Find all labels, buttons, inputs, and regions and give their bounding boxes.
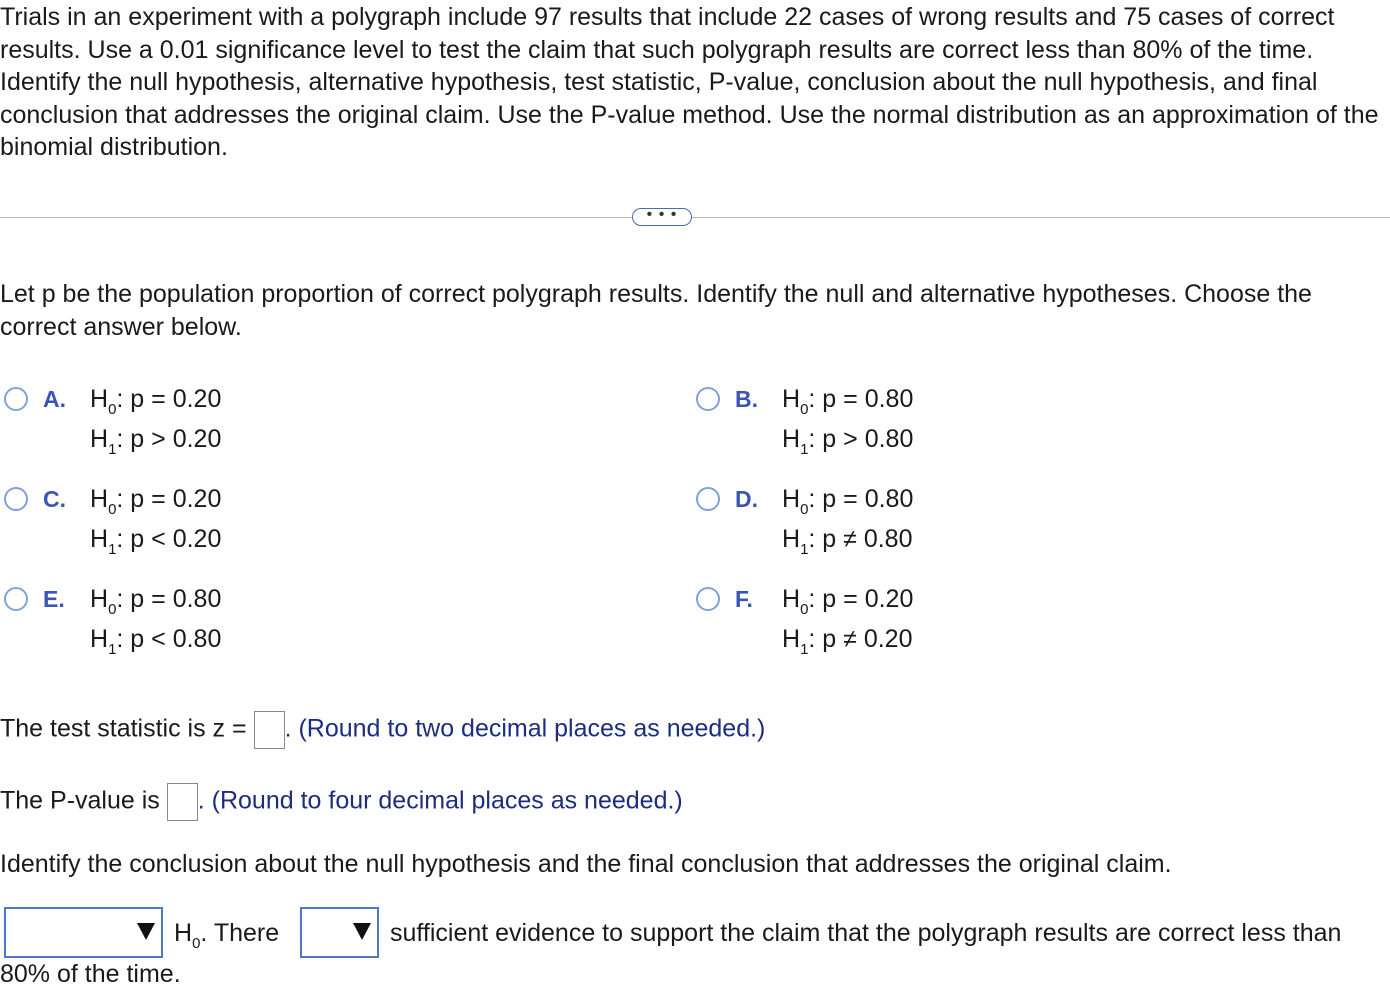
p-value-row: [0, 783, 683, 821]
radio-d[interactable]: [696, 487, 720, 511]
claim-text: sufficient evidence to support the claim that the polygraph results are correct less than: [390, 919, 1342, 947]
null-hypothesis: $H_0$: p = 0.20: [90, 385, 222, 418]
option-letter: B.: [735, 386, 758, 412]
option-letter: E.: [43, 586, 65, 612]
null-hypothesis: $H_0$: p = 0.20: [782, 585, 914, 618]
dropdown-arrow-icon: [353, 923, 371, 940]
hypothesis-prompt: Let p be the population proportion of correct polygraph results. Identify the null and alternative hypotheses. Choose the correct answer below.: [0, 280, 1312, 341]
p-value-label: The P-value is: [0, 786, 160, 815]
section-divider: [0, 217, 1390, 218]
option-e[interactable]: [4, 579, 334, 669]
test-statistic-note: . (Round to two decimal places as needed.): [284, 714, 766, 743]
alternative-hypothesis: $H_1$: p ≠ 0.20: [782, 625, 913, 658]
p-value-note: . (Round to four decimal places as needed.): [197, 786, 683, 815]
evidence-dropdown[interactable]: [300, 907, 379, 958]
radio-f[interactable]: [696, 587, 720, 611]
option-letter: F.: [735, 586, 753, 612]
radio-b[interactable]: [696, 387, 720, 411]
alternative-hypothesis: $H_1$: p < 0.80: [90, 625, 222, 658]
radio-e[interactable]: [4, 587, 28, 611]
test-statistic-row: [0, 711, 765, 749]
null-decision-dropdown[interactable]: [4, 907, 163, 958]
option-letter: A.: [43, 386, 66, 412]
alternative-hypothesis: $H_1$: p > 0.20: [90, 425, 222, 458]
null-hypothesis: $H_0$: p = 0.80: [782, 385, 914, 418]
null-hypothesis: $H_0$: p = 0.20: [90, 485, 222, 518]
h0-there-text: $H_0$. There: [174, 919, 280, 952]
null-hypothesis: $H_0$: p = 0.80: [782, 485, 914, 518]
option-f[interactable]: [696, 579, 1026, 669]
option-a[interactable]: [4, 379, 334, 469]
radio-c[interactable]: [4, 487, 28, 511]
alternative-hypothesis: $H_1$: p < 0.20: [90, 525, 222, 558]
claim-text-tail: 80% of the time.: [0, 960, 181, 988]
expand-more-button[interactable]: • • •: [632, 208, 692, 226]
option-b[interactable]: [696, 379, 1026, 469]
option-d[interactable]: [696, 479, 1026, 569]
radio-a[interactable]: [4, 387, 28, 411]
conclusion-heading: Identify the conclusion about the null hypothesis and the final conclusion that addresses the original claim.: [0, 850, 1172, 878]
dropdown-arrow-icon: [137, 923, 155, 940]
alternative-hypothesis: $H_1$: p ≠ 0.80: [782, 525, 913, 558]
option-letter: D.: [735, 486, 758, 512]
p-value-input[interactable]: [167, 783, 198, 821]
test-statistic-input[interactable]: [254, 711, 285, 749]
option-letter: C.: [43, 486, 66, 512]
test-statistic-label: The test statistic is z =: [0, 714, 247, 743]
alternative-hypothesis: $H_1$: p > 0.80: [782, 425, 914, 458]
null-hypothesis: $H_0$: p = 0.80: [90, 585, 222, 618]
option-c[interactable]: [4, 479, 334, 569]
question-text: Trials in an experiment with a polygraph include 97 results that include 22 cases of wrong results and 75 cases of correct results. Use a 0.01 significance level to test the claim that such polygraph results are correct less than 80% of the time. Identify the null hypothesis, alternative hypothesis, test statistic, P-value, conclusion about the null hypothesis, and final conclusion that addresses the original claim. Use the P-value method. Use the normal distribution as an approximation of the binomial distribution.: [0, 3, 1379, 161]
